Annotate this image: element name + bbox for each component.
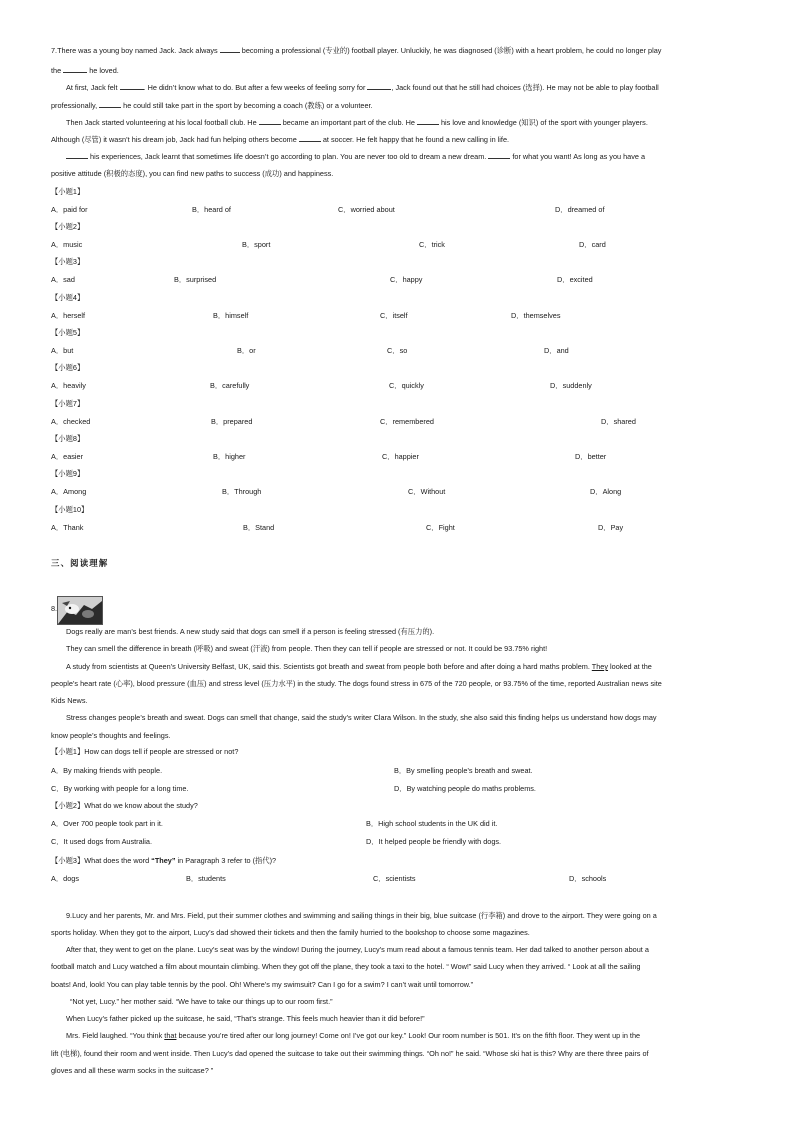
option-d[interactable]: D．better	[575, 452, 607, 461]
option-d[interactable]: D．shared	[601, 417, 636, 426]
passage-8-line-4: people’s heart rate (心率), blood pressure (血压) and stress level (压力水平) in the study. The dogs found stress in 675 of the 720 people, or 93.75% of the time, reported Australian news site	[51, 679, 662, 688]
passage-8-line-2: They can smell the difference in breath (呼吸) and sweat (汗液) from people. Then they can tell if people are stressed or not. It could be 93.75% right!	[66, 644, 548, 653]
option-c[interactable]: C．happier	[382, 452, 419, 461]
option-b[interactable]: B．High school students in the UK did it.	[366, 819, 498, 828]
option-c[interactable]: C．By working with people for a long time.	[51, 784, 189, 793]
option-c[interactable]: C．so	[387, 346, 408, 355]
option-d[interactable]: D．dreamed of	[555, 205, 605, 214]
option-c[interactable]: C．scientists	[373, 874, 416, 883]
blank	[99, 99, 121, 108]
option-b[interactable]: B．By smelling people’s breath and sweat.	[394, 766, 533, 775]
section-title: 三、阅读理解	[51, 558, 109, 568]
option-d[interactable]: D．schools	[569, 874, 607, 883]
option-a[interactable]: A．herself	[51, 311, 86, 320]
option-b[interactable]: B．Through	[222, 487, 262, 496]
blank	[488, 150, 510, 159]
option-b[interactable]: B．prepared	[211, 417, 253, 426]
option-d[interactable]: D．It helped people be friendly with dogs.	[366, 837, 502, 846]
blank	[367, 81, 391, 90]
passage-9-line-10: gloves and all these warm socks in the suitcase? ”	[51, 1066, 214, 1075]
passage-9-line-7: When Lucy’s father picked up the suitcase, he said, “That’s strange. This feels much heavier than it did before!”	[66, 1014, 425, 1023]
option-c[interactable]: C．Fight	[426, 523, 455, 532]
option-d[interactable]: D．suddenly	[550, 381, 592, 390]
passage-9-line-1: 9.Lucy and her parents, Mr. and Mrs. Field, put their summer clothes and swimming and sailing things in their big, blue suitcase (行李箱) and drove to the airport. They were going on a	[66, 911, 657, 920]
option-b[interactable]: B．himself	[213, 311, 249, 320]
blank	[259, 116, 281, 125]
option-b[interactable]: B．Stand	[243, 523, 275, 532]
option-d[interactable]: D．card	[579, 240, 606, 249]
blank	[63, 64, 87, 73]
passage-9-line-9: lift (电梯), found their room and went inside. Then Lucy’s dad opened the suitcase to take out their swimming things. “Oh no!” he said. “Whose ski hat is this? Why are there three pairs of	[51, 1049, 649, 1058]
passage-8-line-6: Stress changes people’s breath and sweat. Dogs can smell that change, said the study’s writer Clara Wilson. In the study, she also said this finding helps us understand how dogs may	[66, 713, 657, 722]
option-b[interactable]: B．surprised	[174, 275, 217, 284]
option-c[interactable]: C．quickly	[389, 381, 424, 390]
passage-8-number: 8.	[51, 604, 58, 613]
option-d[interactable]: D．By watching people do maths problems.	[394, 784, 536, 793]
option-d[interactable]: D．excited	[557, 275, 593, 284]
blank	[417, 116, 439, 125]
option-a[interactable]: A．music	[51, 240, 83, 249]
passage-7-line-8: positive attitude (积极的态度), you can find new paths to success (成功) and happiness.	[51, 169, 334, 178]
option-a[interactable]: A．Among	[51, 487, 87, 496]
blank	[120, 81, 144, 90]
option-c[interactable]: C．trick	[419, 240, 445, 249]
option-d[interactable]: D．Along	[590, 487, 622, 496]
dog-photo-image	[58, 597, 102, 624]
option-b[interactable]: B．students	[186, 874, 226, 883]
passage-7-line-7: his experiences, Jack learnt that sometimes life doesn’t go according to plan. You are never too old to dream a new dream. for what you want! As long as you have a	[66, 148, 756, 165]
passage-9-line-8: Mrs. Field laughed. “You think that because you’re tired after our long journey! Come on! I’ve got our key.” Look! Our room number is 501. It’s on the fifth floor. They went up in the	[66, 1031, 641, 1040]
bold-word-they: “They”	[151, 856, 176, 865]
option-d[interactable]: D．Pay	[598, 523, 624, 532]
passage-7-line-5: Then Jack started volunteering at his local football club. He became an important part of the club. He his love and knowledge (知识) of the sport with younger players.	[66, 118, 648, 127]
option-d[interactable]: D．themselves	[511, 311, 561, 320]
option-a[interactable]: A．paid for	[51, 205, 88, 214]
option-a[interactable]: A．Thank	[51, 523, 84, 532]
option-c[interactable]: C．itself	[380, 311, 408, 320]
passage-9-line-3: After that, they went to get on the plane. Lucy’s seat was by the window! During the journey, Lucy’s mum read about a famous tennis team. Her dad talked to another person about a	[66, 945, 649, 954]
option-a[interactable]: A．dogs	[51, 874, 79, 883]
option-a[interactable]: A．By making friends with people.	[51, 766, 163, 775]
option-a[interactable]: A．but	[51, 346, 74, 355]
passage-7-line-2: the he loved.	[51, 66, 119, 75]
option-c[interactable]: C．It used dogs from Australia.	[51, 837, 152, 846]
dog-photo-icon	[57, 596, 103, 625]
option-c[interactable]: C．remembered	[380, 417, 434, 426]
option-b[interactable]: B．or	[237, 346, 256, 355]
underlined-word-that: that	[164, 1031, 177, 1040]
passage-9-line-6: “Not yet, Lucy.” her mother said. “We have to take our things up to our room first.”	[70, 997, 333, 1006]
passage-8-line-5: Kids News.	[51, 696, 88, 705]
option-b[interactable]: B．carefully	[210, 381, 250, 390]
option-a[interactable]: A．Over 700 people took part in it.	[51, 819, 163, 828]
option-a[interactable]: A．heavily	[51, 381, 86, 390]
passage-8-line-7: know people’s thoughts and feelings.	[51, 731, 171, 740]
option-a[interactable]: A．sad	[51, 275, 75, 284]
option-c[interactable]: C．worried about	[338, 205, 395, 214]
option-b[interactable]: B．higher	[213, 452, 246, 461]
option-b[interactable]: B．sport	[242, 240, 271, 249]
passage-7-line-3: At first, Jack felt . He didn’t know what to do. But after a few weeks of feeling sorry for , Jack found out that he still had choices (选择). He may not be able to play football	[66, 83, 659, 92]
option-a[interactable]: A．checked	[51, 417, 91, 426]
underlined-word-they: They	[591, 662, 609, 671]
option-a[interactable]: A．easier	[51, 452, 84, 461]
passage-8-line-3: A study from scientists at Queen’s University Belfast, UK, said this. Scientists got breath and sweat from people both before and after doing a hard maths problem. They looked at the	[66, 662, 652, 671]
blank	[299, 133, 321, 142]
passage-9-line-4: football match and Lucy watched a film about mountain climbing. When they got off the plane, they took a taxi to the hotel. “ Wow!” said Lucy when they arrived. “ Look at all the sailing	[51, 962, 641, 971]
option-d[interactable]: D．and	[544, 346, 569, 355]
passage-8-line-1: Dogs really are man’s best friends. A new study said that dogs can smell if a person is feeling stressed (有压力的).	[66, 627, 435, 636]
passage-7-line-1: 7.There was a young boy named Jack. Jack always becoming a professional (专业的) football player. Unluckily, he was diagnosed (诊断) with a heart problem, he could no longer play	[51, 46, 662, 55]
option-c[interactable]: C．happy	[390, 275, 423, 284]
blank	[66, 150, 88, 159]
blank	[220, 44, 240, 53]
passage-9-line-5: boats! And, look! You can play table tennis by the pool. Oh! Where’s my swimsuit? Can I go for a swim? I can’t wait until tomorrow.”	[51, 980, 474, 989]
passage-9-line-2: sports holiday. When they got to the airport, Lucy’s dad showed their tickets and then the family hurried to the bookshop to choose some magazines.	[51, 928, 530, 937]
passage-7-line-6: Although (尽管) it wasn’t his dream job, Jack had fun helping others become at soccer. He felt happy that he found a new calling in life.	[51, 135, 510, 144]
option-c[interactable]: C．Without	[408, 487, 446, 496]
passage-7-line-4: professionally, he could still take part in the sport by becoming a coach (教练) or a volunteer.	[51, 101, 373, 110]
option-b[interactable]: B．heard of	[192, 205, 231, 214]
